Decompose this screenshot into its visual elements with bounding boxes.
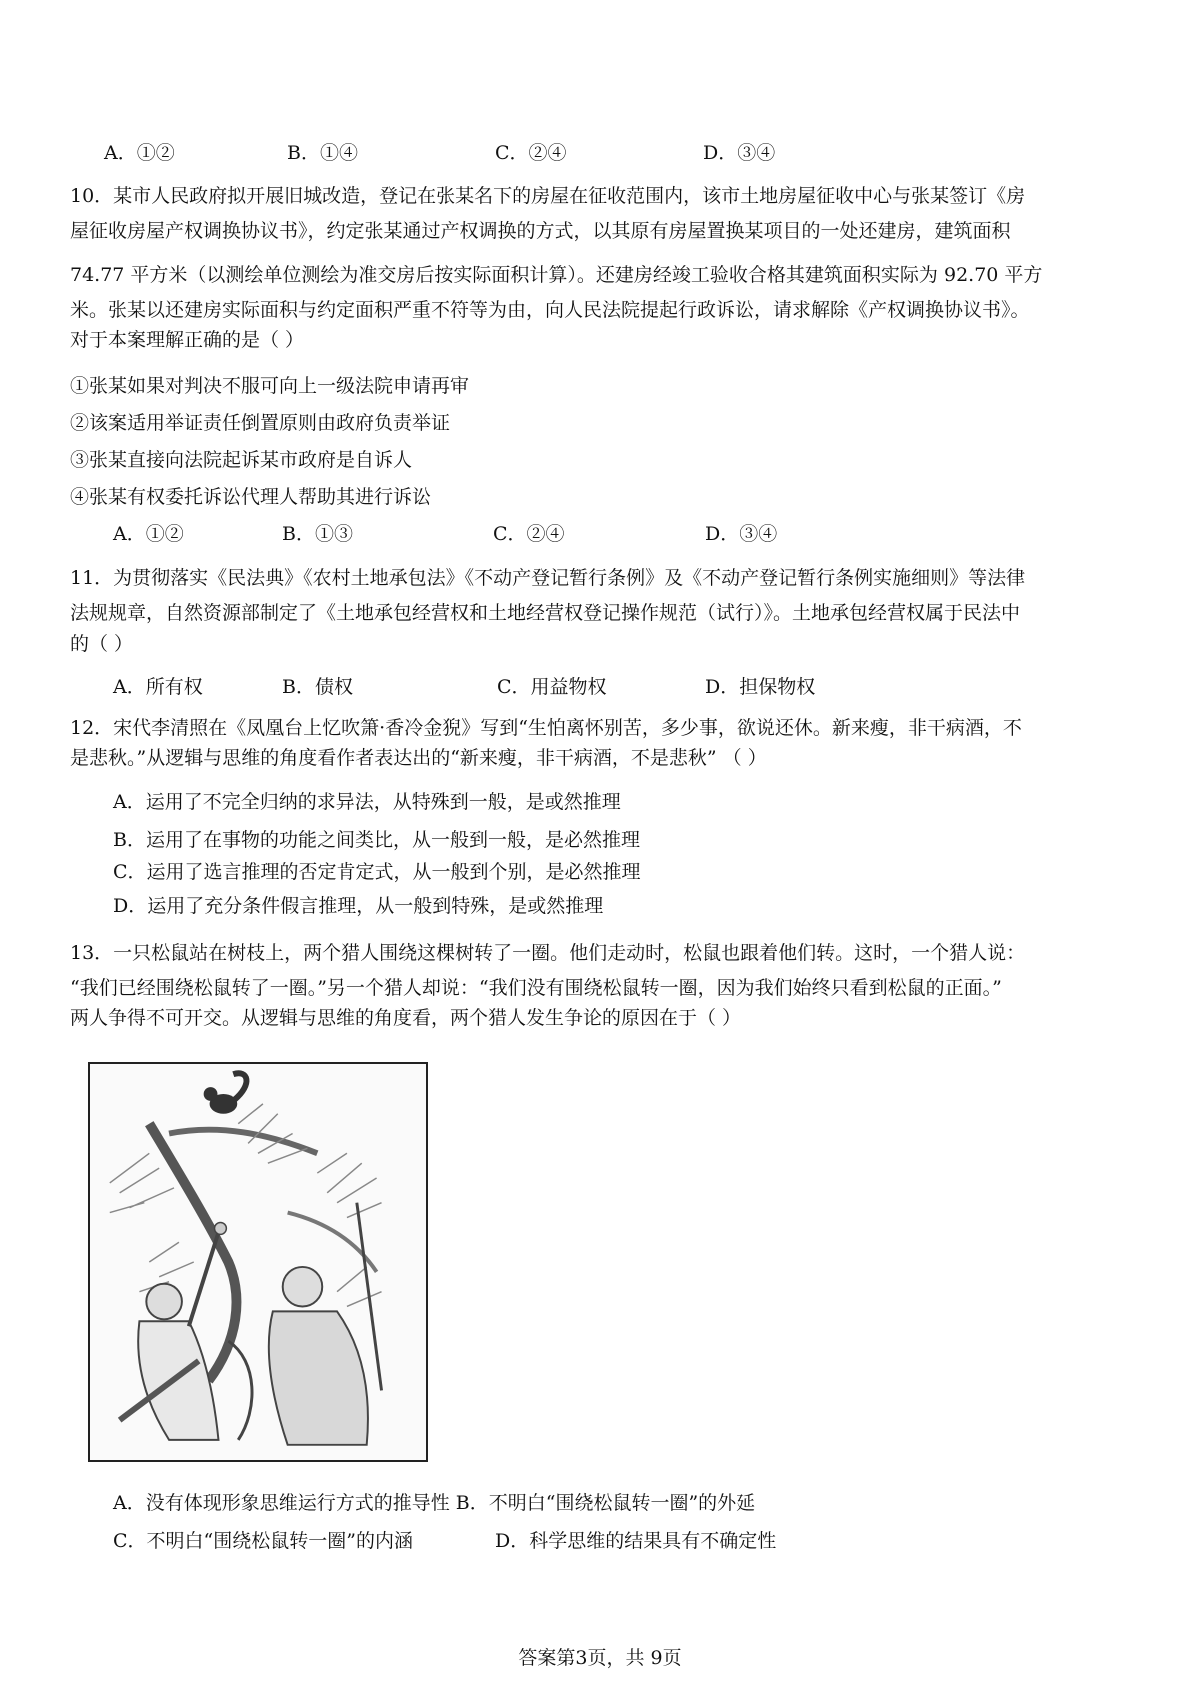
q10-option-d: D．③④: [705, 523, 778, 545]
q9-option-a: A．①②: [104, 142, 175, 164]
q10-statement-1: ①张某如果对判决不服可向上一级法院申请再审: [70, 375, 470, 397]
q10-statement-3: ③张某直接向法院起诉某市政府是自诉人: [70, 449, 413, 471]
q11-option-c: C．用益物权: [497, 676, 607, 698]
q13-stem-line-2: “我们已经围绕松鼠转了一圈。”另一个猎人却说：“我们没有围绕松鼠转一圈，因为我们始终只看到松鼠的正面。”: [70, 977, 1002, 999]
q13-option-a-b: A．没有体现形象思维运行方式的推导性 B．不明白“围绕松鼠转一圈”的外延: [113, 1492, 756, 1514]
q12-option-b: B．运用了在事物的功能之间类比，从一般到一般，是必然推理: [113, 829, 640, 851]
q12-option-c: C．运用了选言推理的否定肯定式，从一般到个别，是必然推理: [113, 861, 641, 883]
q10-statement-4: ④张某有权委托诉讼代理人帮助其进行诉讼: [70, 486, 432, 508]
q11-option-a: A．所有权: [113, 676, 203, 698]
q11-stem-line-3: 的（ ）: [70, 633, 134, 655]
q13-stem-line-1: 13．一只松鼠站在树枝上，两个猎人围绕这棵树转了一圈。他们走动时，松鼠也跟着他们转。这时，一个猎人说：: [70, 942, 1026, 964]
q10-option-b: B．①③: [282, 523, 353, 545]
q12-option-a: A．运用了不完全归纳的求异法，从特殊到一般，是或然推理: [113, 791, 621, 813]
q10-option-c: C．②④: [493, 523, 565, 545]
page-footer: 答案第3页，共 9页: [518, 1647, 682, 1669]
q10-option-a: A．①②: [113, 523, 184, 545]
q13-option-c: C．不明白“围绕松鼠转一圈”的内涵: [113, 1530, 413, 1552]
q9-option-d: D．③④: [703, 142, 776, 164]
q10-statement-2: ②该案适用举证责任倒置原则由政府负责举证: [70, 412, 451, 434]
q11-stem-line-2: 法规规章，自然资源部制定了《土地承包经营权和土地经营权登记操作规范（试行）》。土地承包经营权属于民法中: [70, 602, 1021, 624]
q10-stem-line-3: 74.77 平方米（以测绘单位测绘为准交房后按实际面积计算）。还建房经竣工验收合格其建筑面积实际为 92.70 平方: [70, 264, 1043, 286]
q9-option-c: C．②④: [495, 142, 567, 164]
q10-stem-line-2: 屋征收房屋产权调换协议书》，约定张某通过产权调换的方式，以其原有房屋置换某项目的一处还建房，建筑面积: [70, 220, 1011, 242]
q10-stem-line-4: 米。张某以还建房实际面积与约定面积严重不符等为由，向人民法院提起行政诉讼，请求解除《产权调换协议书》。: [70, 299, 1030, 321]
q12-option-d: D．运用了充分条件假言推理，从一般到特殊，是或然推理: [113, 895, 604, 917]
q12-stem-line-1: 12．宋代李清照在《凤凰台上忆吹箫·香冷金猊》写到“生怕离怀别苦，多少事，欲说还休。新来瘦，非干病酒，不: [70, 717, 1022, 739]
q13-stem-line-3: 两人争得不可开交。从逻辑与思维的角度看，两个猎人发生争论的原因在于（ ）: [70, 1007, 742, 1029]
q9-option-b: B．①④: [287, 142, 358, 164]
q11-stem-line-1: 11．为贯彻落实《民法典》《农村土地承包法》《不动产登记暂行条例》及《不动产登记暂行条例实施细则》等法律: [70, 567, 1026, 589]
q12-stem-line-2: 是悲秋。”从逻辑与思维的角度看作者表达出的“新来瘦，非干病酒，不是悲秋” （ ）: [70, 747, 767, 769]
illustration-drawing: [90, 1064, 426, 1460]
q11-option-b: B．债权: [282, 676, 353, 698]
squirrel-hunters-illustration: [88, 1062, 428, 1462]
q13-option-d: D．科学思维的结果具有不确定性: [495, 1530, 777, 1552]
q11-option-d: D．担保物权: [705, 676, 816, 698]
q10-stem-line-5: 对于本案理解正确的是（ ）: [70, 329, 305, 351]
q10-stem-line-1: 10．某市人民政府拟开展旧城改造，登记在张某名下的房屋在征收范围内，该市土地房屋征收中心与张某签订《房: [70, 185, 1026, 207]
